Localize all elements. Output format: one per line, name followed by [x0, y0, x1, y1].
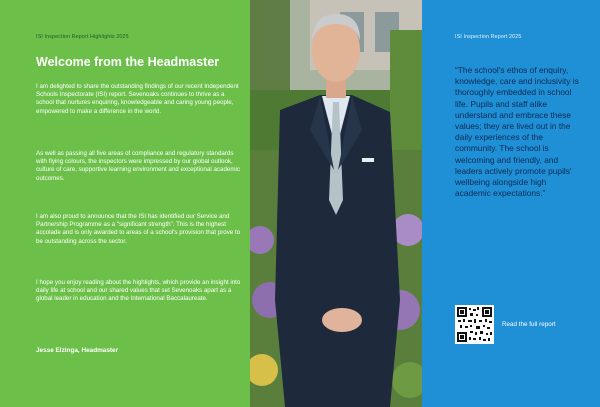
- inspection-quote: “The school's ethos of enquiry, knowledge, care and inclusivity is thoroughly embedded in school life. Pupils and staff alike understand and embrace these values; they are lived out in the daily experiences of the community. The school is welcoming and friendly, and leaders actively promote pupils' wellbeing alongside high academic expectations.”: [455, 65, 579, 199]
- welcome-paragraph-2: As well as passing all five areas of compliance and regulatory standards with flying colours, the inspectors were impressed by our global outlook, culture of care, supportive learning environment and exceptional academic outcomes.: [36, 150, 240, 182]
- inspection-report-tag: ISI Inspection Report 2025: [455, 34, 522, 40]
- report-highlights-tag: ISI Inspection Report Highlights 2025: [36, 34, 129, 40]
- welcome-paragraph-4: I hope you enjoy reading about the highlights, which provide an insight into daily life at school and our shared values that set Sevenoaks apart as a global leader in education and the International Baccalaureate.: [36, 279, 241, 303]
- inspection-quote-panel: [422, 0, 600, 407]
- read-full-report-link[interactable]: Read the full report: [502, 321, 556, 328]
- headmaster-photo: [250, 0, 422, 407]
- welcome-paragraph-1: I am delighted to share the outstanding findings of our recent Independent Schools Inspectorate (ISI) report. Sevenoaks continues to thrive as a school that nurtures enquiring, knowledgeable and caring young people, empowered to make a difference in the world.: [36, 83, 239, 115]
- welcome-heading: Welcome from the Headmaster: [36, 55, 220, 69]
- headmaster-welcome-panel: [0, 0, 250, 407]
- report-qr-code[interactable]: [455, 305, 494, 344]
- headmaster-signature: Jesse Elzinga, Headmaster: [36, 347, 119, 354]
- welcome-paragraph-3: I am also proud to announce that the ISI has identified our Service and Partnership Programme as a "significant strength". This is the highest accolade and is only awarded to areas of a school's provision that prove to be outstanding across the sector.: [36, 213, 241, 245]
